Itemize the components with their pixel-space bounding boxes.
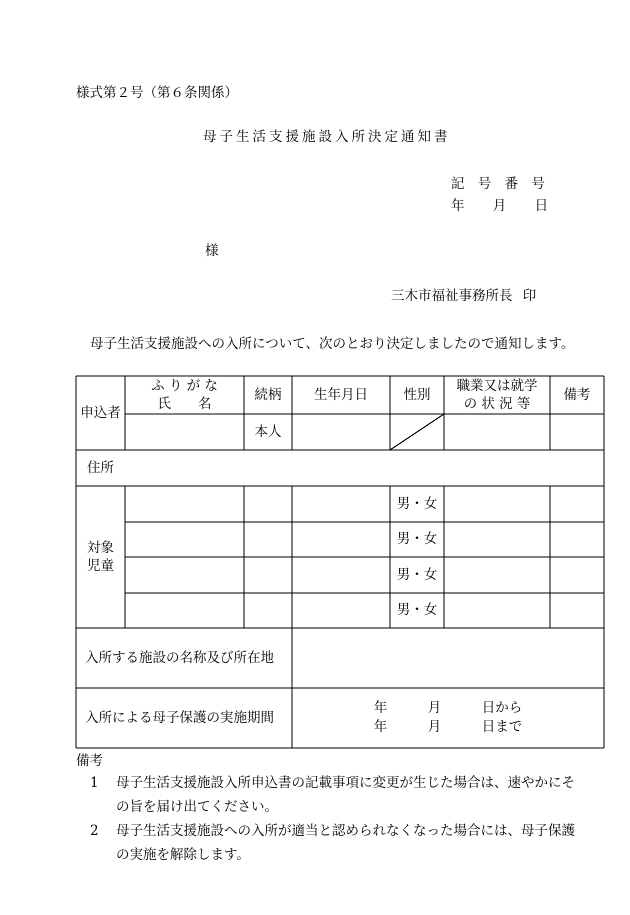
occupation-label-line2: の 状 況 等 <box>463 396 531 412</box>
furigana-label: ふ り が な <box>151 377 218 394</box>
body-text: 母子生活支援施設への入所について、次のとおり決定しましたので通知します。 <box>90 336 575 352</box>
occupation-header <box>444 376 550 414</box>
form-number: 様式第２号（第６条関係） <box>76 85 238 101</box>
note-item-1 <box>76 771 576 819</box>
child-gender-3: 男・女 <box>396 566 438 583</box>
target-children-label-line1: 対象 <box>87 539 114 556</box>
occupation-label-line1: 職業又は就学 <box>456 377 538 394</box>
recipient-honorific: 様 <box>205 243 219 259</box>
note-item-2 <box>76 819 576 867</box>
child-gender-4: 男・女 <box>396 602 438 619</box>
note-text: 母子生活支援施設への入所が適当と認められなくなった場合には、母子保護の実施を解除します。 <box>116 823 575 863</box>
period-from: 年 月 日から <box>373 700 523 716</box>
address-label: 住所 <box>87 459 114 476</box>
note-text: 母子生活支援施設入所申込書の記載事項に変更が生じた場合は、速やかにその旨を届け出てください。 <box>116 775 575 815</box>
period-values <box>292 688 604 748</box>
notes-heading: 備考 <box>76 753 103 769</box>
facility-label: 入所する施設の名称及び所在地 <box>85 649 274 666</box>
period-label: 入所による母子保護の実施期間 <box>85 709 274 726</box>
child-gender-2: 男・女 <box>396 531 438 548</box>
issuer-signature: 三木市福祉事務所長 印 <box>391 288 537 304</box>
remarks-header: 備考 <box>563 386 591 403</box>
gender-diagonal-slash <box>390 414 444 450</box>
gender-header: 性別 <box>403 386 431 403</box>
date-label: 年 月 日 <box>451 198 549 214</box>
note-number: 2 <box>90 823 99 839</box>
relationship-header: 続柄 <box>254 386 282 403</box>
self-label: 本人 <box>254 423 282 440</box>
applicant-label: 申込者 <box>80 404 121 421</box>
name-label: 氏 名 <box>157 396 212 412</box>
name-header <box>125 376 244 414</box>
document-title: 母子生活支援施設入所決定通知書 <box>203 129 451 145</box>
birthdate-header: 生年月日 <box>314 386 368 403</box>
record-number-label: 記 号 番 号 <box>451 176 545 192</box>
note-number: 1 <box>90 775 99 791</box>
period-to: 年 月 日まで <box>373 719 523 735</box>
target-children-label-line2: 児童 <box>87 558 114 574</box>
child-gender-1: 男・女 <box>396 495 438 512</box>
target-children-label <box>76 486 125 628</box>
